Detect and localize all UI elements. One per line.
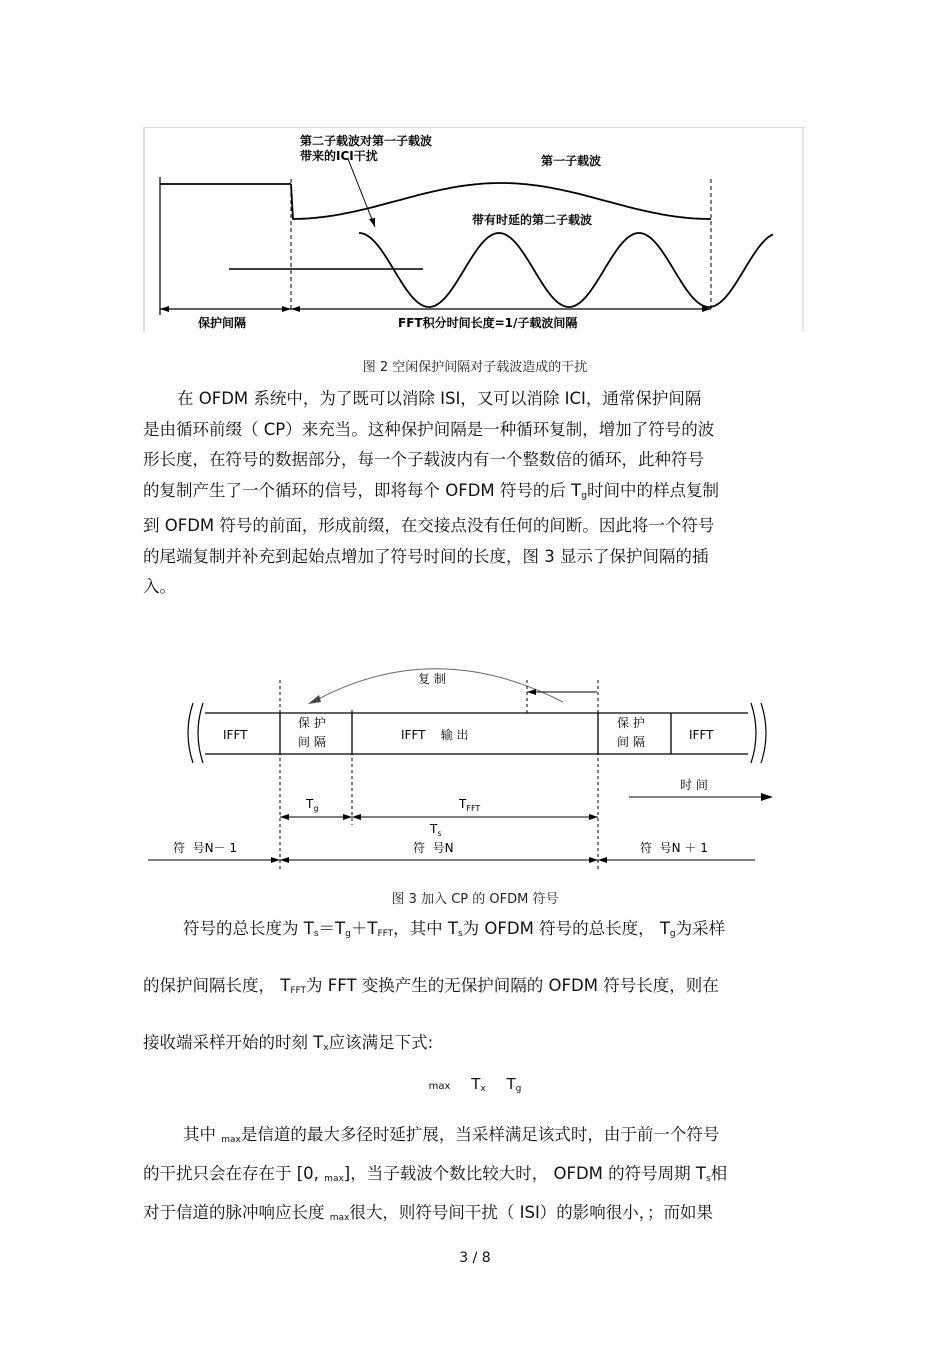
first-subcarrier-label: 第一子载波 xyxy=(541,154,602,168)
ts-label xyxy=(429,822,442,838)
p3-l3-sub1: max xyxy=(329,1213,350,1223)
paragraph-2 xyxy=(143,916,823,1061)
para1-line-5: 到 OFDM 符号的前面，形成前缀，在交接点没有任何的间断。因此将一个符号 xyxy=(143,516,715,535)
ici-annotation-line2: 带来的ICI干扰 xyxy=(300,149,378,163)
figure-2-diagram xyxy=(143,127,805,332)
para3-line-2 xyxy=(143,1157,823,1196)
sampling-formula xyxy=(0,1075,950,1094)
p3-l2-b: ]，当子载波个数比较大时， OFDM 的符号周期 T xyxy=(343,1164,706,1183)
para2-line-1 xyxy=(143,916,823,947)
p2-l1-b: ＝T xyxy=(318,919,346,938)
block-guard-1-line2: 间 隔 xyxy=(298,735,326,749)
formula-tx-sub: x xyxy=(480,1084,486,1094)
para1-line-3: 形长度，在符号的数据部分，每一个子载波内有一个整数倍的循环，此种符号 xyxy=(143,450,704,469)
p2-l3-b: 应该满足下式: xyxy=(328,1033,434,1052)
p3-l1-sub1: max xyxy=(221,1135,241,1145)
formula-max: max xyxy=(428,1081,451,1092)
para2-line-3 xyxy=(143,1030,823,1061)
para3-line-1 xyxy=(143,1118,823,1157)
block-ifft-right: IFFT xyxy=(689,728,714,742)
p3-l3-a: 对于信道的脉冲响应长度 xyxy=(143,1203,330,1222)
symbol-prev-label: 符 号N－ 1 xyxy=(173,841,238,855)
paragraph-3 xyxy=(143,1118,823,1235)
formula-tg-main: T xyxy=(506,1075,516,1093)
p3-l2-a: 的干扰只会在存在于 [0, xyxy=(143,1164,325,1183)
p2-l1-sub3: FFT xyxy=(377,929,394,939)
time-label: 时 间 xyxy=(680,778,708,792)
tg-main: T xyxy=(306,797,314,811)
p2-l3-a: 接收端采样开始的时刻 T xyxy=(143,1033,324,1052)
block-guard-1-line1: 保 护 xyxy=(298,716,326,730)
p3-l1-a: 其中 xyxy=(183,1125,222,1144)
page-number: 3 / 8 xyxy=(459,1250,491,1266)
p2-l1-d: ，其中 T xyxy=(393,919,458,938)
para1-line-4-post: 时间中的样点复制 xyxy=(586,480,719,500)
p2-l1-sub1: s xyxy=(313,929,319,939)
para1-line-4-pre: 的复制产生了一个循环的信号，即将每个 OFDM 符号的后 T xyxy=(143,480,582,500)
block-ifft-left: IFFT xyxy=(223,728,248,742)
symbol-next-label: 符 号N ＋ 1 xyxy=(640,841,708,855)
p3-l2-c: 相 xyxy=(710,1164,728,1183)
p3-l1-b: 是信道的最大多径时延扩展，当采样满足该式时，由于前一个符号 xyxy=(240,1125,720,1144)
para1-line-7: 入。 xyxy=(143,577,176,596)
tfft-main: T xyxy=(459,797,467,811)
p2-l1-sub4: s xyxy=(457,929,463,939)
figure-3-caption: 图 3 加入 CP 的 OFDM 符号 xyxy=(391,892,559,907)
tg-subscript: g xyxy=(581,490,587,501)
formula-tx xyxy=(471,1075,486,1093)
block-ifft-output: IFFT 输 出 xyxy=(401,728,469,742)
p2-l3-sub1: x xyxy=(323,1043,329,1053)
tg-label xyxy=(305,797,318,813)
ts-sub: s xyxy=(437,829,442,838)
para3-line-3 xyxy=(143,1196,823,1235)
p3-l3-b: 很大，则符号间干扰（ ISI）的影响很小，；而如果 xyxy=(349,1203,714,1222)
ici-annotation-line1: 第二子载波对第一子载波 xyxy=(300,134,433,148)
p2-l2-a: 的保护间隔长度， T xyxy=(143,976,291,995)
p2-l1-c: ＋T xyxy=(350,919,378,938)
paragraph-1 xyxy=(143,384,823,603)
tfft-sub: FFT xyxy=(466,804,481,813)
block-guard-2-line2: 间 隔 xyxy=(617,735,645,749)
ts-main: T xyxy=(430,822,438,836)
para1-line-6: 的尾端复制并补充到起始点增加了符号时间的长度，图 3 显示了保护间隔的插 xyxy=(143,546,709,566)
p2-l2-b: 为 FFT 变换产生的无保护间隔的 OFDM 符号长度，则在 xyxy=(306,976,719,995)
tfft-label xyxy=(458,797,480,813)
second-subcarrier-label: 带有时延的第二子载波 xyxy=(472,213,593,227)
tg-sub: g xyxy=(313,804,319,813)
formula-tg-sub: g xyxy=(515,1084,522,1094)
figure-2-caption: 图 2 空闲保护间隔对子载波造成的干扰 xyxy=(362,360,588,375)
symbol-n-label: 符 号N xyxy=(413,841,454,855)
copy-label: 复 制 xyxy=(418,672,446,686)
p3-l2-sub2: s xyxy=(705,1174,711,1184)
para2-line-2 xyxy=(143,973,823,1004)
formula-tx-main: T xyxy=(471,1075,481,1093)
p2-l2-sub1: FFT xyxy=(290,986,307,996)
p2-l1-sub2: g xyxy=(345,929,351,939)
p3-l2-sub1: max xyxy=(324,1174,344,1184)
p2-l1-sub5: g xyxy=(669,929,676,939)
para1-line-1: 在 OFDM 系统中，为了既可以消除 ISI，又可以消除 ICI，通常保护间隔 xyxy=(177,389,702,408)
p2-l1-f: 为采样 xyxy=(675,919,726,938)
p2-l1-a: 符号的总长度为 T xyxy=(183,919,314,938)
para1-line-2: 是由循环前缀（ CP）来充当。这种保护间隔是一种循环复制，增加了符号的波 xyxy=(143,419,715,439)
fft-duration-label: FFT积分时间长度=1/子载波间隔 xyxy=(398,316,578,330)
formula-tg xyxy=(506,1075,521,1093)
block-guard-2-line1: 保 护 xyxy=(617,716,645,730)
guard-interval-label: 保护间隔 xyxy=(198,316,247,330)
para1-line-4 xyxy=(143,476,823,512)
p2-l1-e: 为 OFDM 符号的总长度， T xyxy=(462,919,670,938)
figure-3-diagram xyxy=(143,655,808,870)
